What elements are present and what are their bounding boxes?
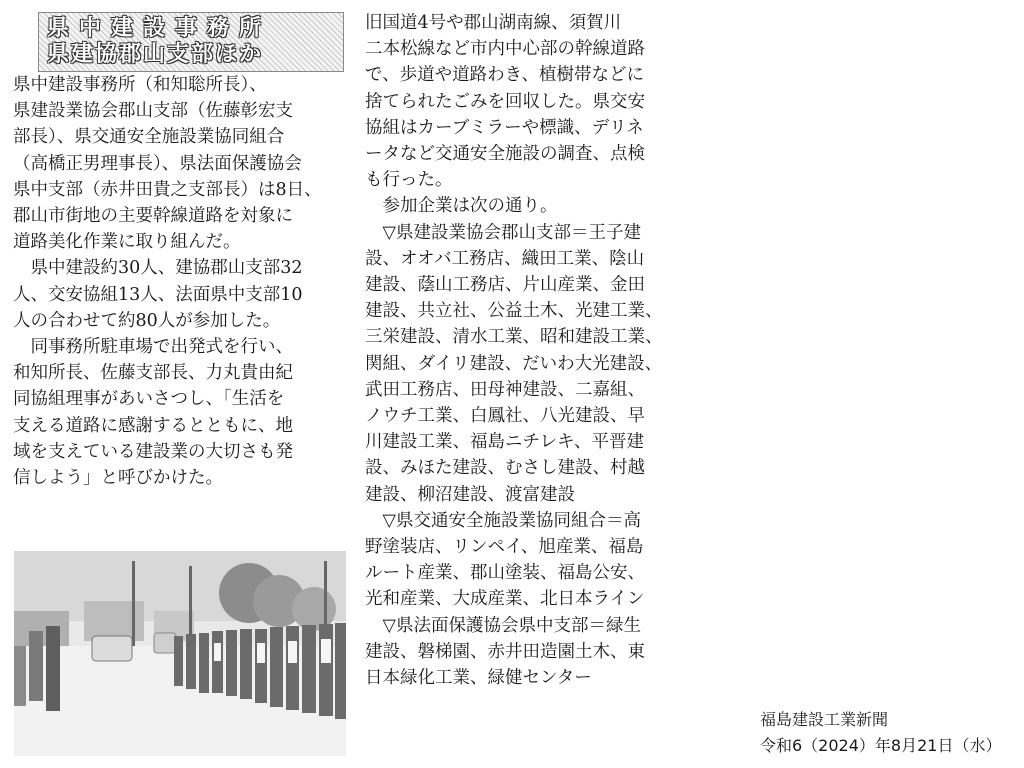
text-line: ータなど交通安全施設の調査、点検 [365, 144, 645, 165]
text-line: 県中建設約30人、建協郡山支部32 [13, 258, 303, 279]
publication-name: 福島建設工業新聞 [760, 710, 889, 729]
text-line: 光和産業、大成産業、北日本ライン [365, 589, 645, 610]
text-line: 道路美化作業に取り組んだ。 [13, 232, 241, 253]
text-line: 三栄建設、清水工業、昭和建設工業、 [365, 327, 663, 348]
text-line: 捨てられたごみを回収した。県交安 [365, 91, 645, 112]
text-line: 県中支部（赤井田貴之支部長）は8日、 [13, 179, 322, 200]
text-line: 人の合わせて約80人が参加した。 [13, 310, 281, 331]
text-line: ルート産業、郡山塗装、福島公安、 [365, 563, 645, 584]
text-line: 支える道路に感謝するとともに、地 [13, 415, 293, 436]
headline-line-1: 県中建設事務所 [47, 16, 272, 41]
article-column-1 [13, 72, 348, 491]
text-line: も行った。 [365, 170, 453, 191]
text-line: 域を支えている建設業の大切さも発 [13, 441, 293, 462]
text-line: ▽県交通安全施設業協同組合＝高 [365, 510, 641, 531]
text-line: 二本松線など市内中心部の幹線道路 [365, 39, 645, 60]
text-line: 県建設業協会郡山支部（佐藤彰宏支 [13, 101, 293, 122]
text-line: 建設、磐梯園、赤井田造園土木、東 [365, 641, 645, 662]
text-line: 部長）、県交通安全施設業協同組合 [13, 127, 285, 148]
text-line: 設、みほた建設、むさし建設、村越 [365, 458, 645, 479]
text-line: 川建設工業、福島ニチレキ、平晋建 [365, 432, 644, 453]
news-photo [14, 551, 346, 756]
text-line: 信しよう」と呼びかけた。 [13, 468, 223, 489]
text-line: ▽県建設業協会郡山支部＝王子建 [365, 222, 641, 243]
text-line: ▽県法面保護協会県中支部＝緑生 [365, 615, 641, 636]
text-line: で、歩道や道路わき、植樹帯などに [365, 65, 644, 86]
headline-box [38, 12, 344, 72]
text-line: 同協組理事があいさつし、「生活を [13, 389, 285, 410]
text-line: 建設、柳沼建設、渡富建設 [365, 484, 575, 505]
article-column-2 [365, 10, 705, 691]
text-line: 協組はカーブミラーや標識、デリネ [365, 117, 644, 138]
text-line: 郡山市街地の主要幹線道路を対象に [13, 206, 293, 227]
headline-line-2: 県建協郡山支部ほか [47, 42, 264, 67]
text-line: 野塗装店、リンペイ、旭産業、福島 [365, 537, 644, 558]
text-line: 和知所長、佐藤支部長、力丸貴由紀 [13, 363, 293, 384]
text-line: （高橋正男理事長）、県法面保護協会 [13, 153, 302, 174]
photo-illustration [14, 551, 346, 756]
text-line: 参加企業は次の通り。 [365, 196, 558, 217]
text-line: 関組、ダイリ建設、だいわ大光建設、 [365, 353, 663, 374]
publication-date: 令和6（2024）年8月21日（水） [760, 736, 1002, 755]
text-line: 同事務所駐車場で出発式を行い、 [13, 337, 293, 358]
text-line: ノウチ工業、白鳳社、八光建設、早 [365, 406, 645, 427]
text-line: 武田工務店、田母神建設、二嘉組、 [365, 379, 645, 400]
text-line: 日本緑化工業、緑健センター [365, 668, 592, 689]
text-line: 県中建設事務所（和知聡所長）、 [13, 75, 267, 95]
text-line: 建設、蔭山工務店、片山産業、金田 [365, 275, 645, 296]
text-line: 旧国道4号や郡山湖南線、須賀川 [365, 13, 622, 33]
text-line: 人、交安協組13人、法面県中支部10 [13, 284, 303, 305]
text-line: 設、オオバ工務店、織田工業、陰山 [365, 248, 645, 269]
text-line: 建設、共立社、公益土木、光建工業、 [365, 301, 663, 322]
